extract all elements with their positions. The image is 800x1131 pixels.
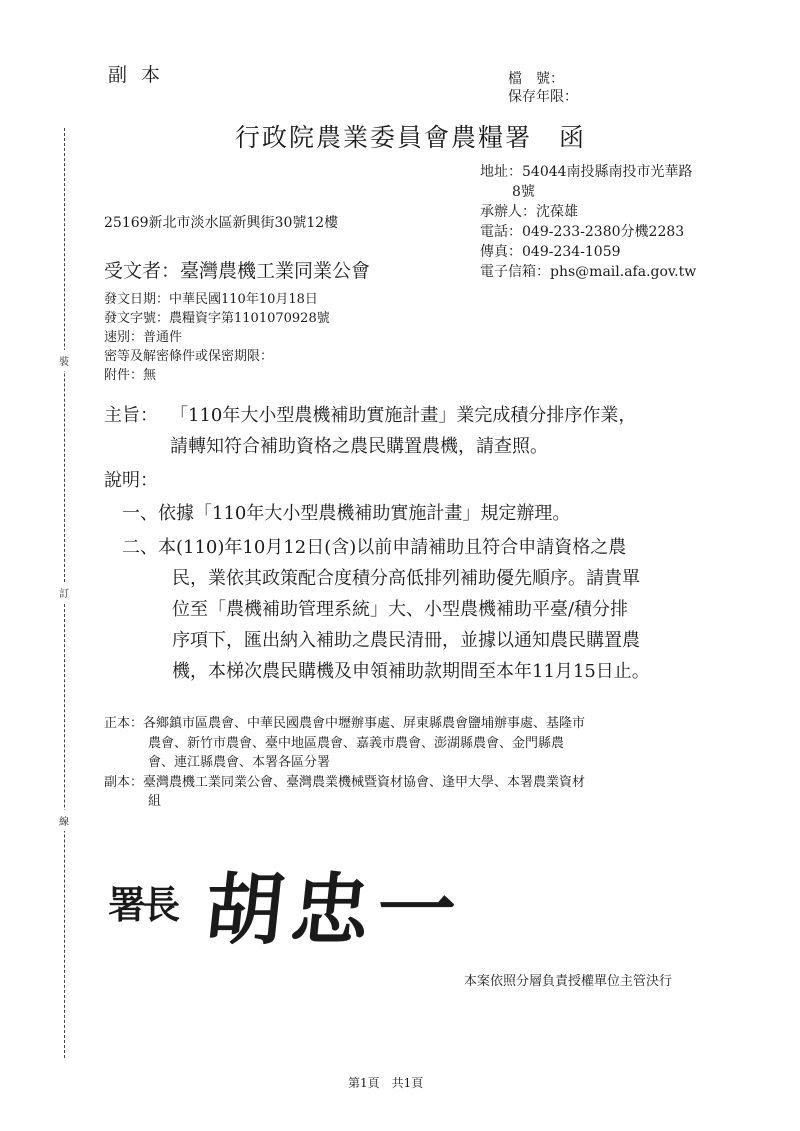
subject-line1: 「110年大小型農機補助實施計畫」業完成積分排序作業， — [170, 405, 637, 426]
document-title: 行政院農業委員會農糧署 函 — [235, 123, 587, 152]
sender-contact — [480, 162, 730, 282]
explanation-item-1: 一、依據「110年大小型農機補助實施計畫」規定辦理。 — [122, 503, 571, 524]
main-recipients-line3: 會、連江縣農會、本署各區分署 — [148, 755, 331, 770]
explanation-item-2 — [122, 532, 650, 687]
signature-title: 署長 — [108, 883, 177, 927]
subject-label: 主旨： — [104, 405, 158, 426]
copy-mark: 副本 — [108, 64, 175, 86]
fax: 傳真：049-234-1059 — [480, 244, 621, 260]
delegation-note: 本案依照分層負責授權單位主管決行 — [464, 974, 673, 989]
subject — [104, 400, 636, 462]
secrecy-level: 密等及解密條件或保密期限： — [104, 349, 274, 364]
sender-address-line1: 地址：54044南投縣南投市光華路 — [480, 164, 693, 180]
recipient-address: 25169新北市淡水區新興街30號12樓 — [104, 215, 339, 231]
attachment: 附件：無 — [104, 368, 157, 383]
file-number-label: 檔 號： — [508, 71, 564, 87]
binding-mark-zhuang: 裝 — [58, 350, 70, 371]
item2-line2: 民，業依其政策配合度積分高低排列補助優先順序。請貴單 — [172, 568, 640, 589]
sender-address-line2: 8號 — [512, 184, 535, 200]
binding-mark-xian: 線 — [58, 810, 70, 831]
page-number: 第1頁 共1頁 — [348, 1076, 424, 1090]
item2-line4: 序項下，匯出納入補助之農民清冊，並據以通知農民購置農 — [172, 630, 640, 651]
retention-label: 保存年限： — [508, 89, 578, 105]
distribution-list — [104, 714, 585, 812]
issue-date: 發文日期：中華民國110年10月18日 — [104, 292, 318, 307]
item2-line5: 機，本梯次農民購機及申領補助款期間至本年11月15日止。 — [172, 661, 650, 682]
document-meta — [104, 290, 330, 385]
item2-line1: 二、本(110)年10月12日(含)以前申請補助且符合申請資格之農 — [122, 537, 627, 558]
handler: 承辦人：沈葆雄 — [480, 204, 578, 220]
copy-recipients-line1: 副本：臺灣農機工業同業公會、臺灣農業機械暨資材協會、逢甲大學、本署農業資材 — [104, 774, 586, 790]
main-recipients-line1: 正本：各鄉鎮市區農會、中華民國農會中壢辦事處、屏東縣農會鹽埔辦事處、基隆市 — [104, 716, 586, 731]
file-number-block — [508, 70, 578, 106]
email: 電子信箱：phs@mail.afa.gov.tw — [480, 264, 697, 280]
recipient: 受文者：臺灣農機工業同業公會 — [104, 260, 371, 282]
signature-name: 胡忠一 — [200, 866, 469, 956]
subject-line2: 請轉知符合補助資格之農民購置農機，請查照。 — [170, 436, 548, 457]
main-recipients-line2: 農會、新竹市農會、臺中地區農會、嘉義市農會、澎湖縣農會、金門縣農 — [148, 735, 565, 751]
binding-mark-ding: 訂 — [58, 582, 70, 603]
speed-class: 速別：普通件 — [104, 330, 183, 345]
explanation-label: 說明： — [104, 470, 158, 491]
item2-line3: 位至「農機補助管理系統」大、小型農機補助平臺/積分排 — [172, 599, 629, 620]
issue-number: 發文字號：農糧資字第1101070928號 — [104, 311, 330, 326]
phone: 電話：049-233-2380分機2283 — [480, 224, 685, 240]
copy-recipients-line2: 組 — [148, 794, 162, 809]
